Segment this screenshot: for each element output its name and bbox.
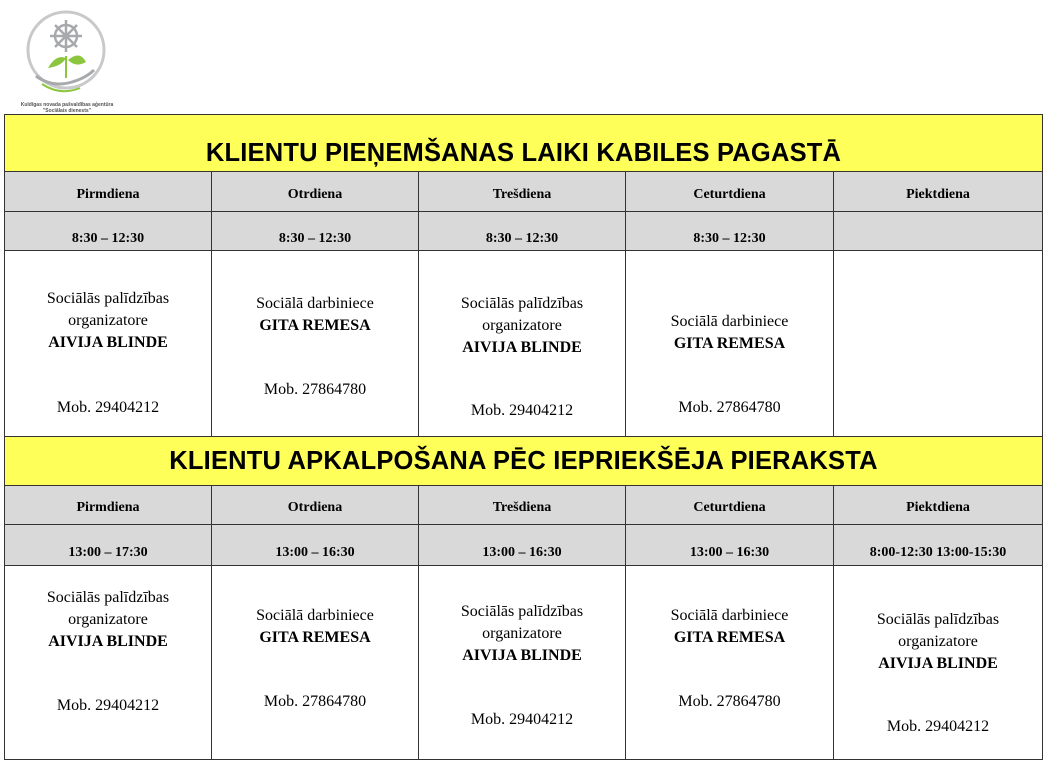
section1-time-fri (834, 212, 1043, 251)
staff-mobile: Mob. 29404212 (470, 711, 574, 728)
staff-role-line2: organizatore (482, 625, 562, 642)
logo-emblem-icon (22, 6, 112, 102)
staff-role: Sociālā darbiniece (256, 295, 374, 312)
section1-time-thu: 8:30 – 12:30 (626, 212, 834, 251)
staff-name: AIVIJA BLINDE (48, 334, 168, 351)
section2-day-fri: Piektdiena (834, 486, 1043, 525)
staff-role-line2: organizatore (68, 611, 148, 628)
logo-caption-agency: Kuldīgas novada pašvaldības aģentūra (20, 102, 114, 108)
section2-cell-wed (419, 566, 626, 760)
staff-role: Sociālā darbiniece (670, 607, 789, 624)
staff-role-line2: organizatore (482, 317, 562, 334)
section1-title: KLIENTU PIEŅEMŠANAS LAIKI KABILES PAGASTĀ (5, 115, 1043, 172)
staff-role: Sociālās palīdzības (46, 290, 170, 307)
staff-role: Sociālās palīdzības (460, 295, 584, 312)
schedule-table (4, 114, 1043, 760)
staff-role: Sociālā darbiniece (256, 607, 374, 624)
section2-time-wed: 13:00 – 16:30 (419, 525, 626, 566)
section1-day-tue: Otrdiena (212, 172, 419, 212)
section1-time-tue: 8:30 – 12:30 (212, 212, 419, 251)
section1-time-row (5, 212, 1043, 251)
section1-staff-row (5, 251, 1043, 437)
section1-day-wed: Trešdiena (419, 172, 626, 212)
section1-day-row (5, 172, 1043, 212)
logo (22, 6, 112, 114)
section2-day-wed: Trešdiena (419, 486, 626, 525)
section2-cell-mon (5, 566, 212, 760)
section1-cell-wed (419, 251, 626, 437)
section2-time-row (5, 525, 1043, 566)
logo-caption-service: "Sociālais dienests" (42, 108, 92, 114)
staff-name: GITA REMESA (259, 629, 371, 646)
staff-mobile: Mob. 29404212 (886, 718, 990, 735)
section1-cell-tue (212, 251, 419, 437)
staff-mobile: Mob. 27864780 (678, 399, 781, 416)
staff-mobile: Mob. 27864780 (678, 693, 781, 710)
section2-day-row (5, 486, 1043, 525)
section2-banner-row (5, 437, 1043, 486)
section2-time-fri: 8:00-12:30 13:00-15:30 (834, 525, 1043, 566)
section1-day-mon: Pirmdiena (5, 172, 212, 212)
staff-name: GITA REMESA (259, 317, 371, 334)
section1-cell-mon (5, 251, 212, 437)
staff-role: Sociālās palīdzības (460, 603, 584, 620)
section1-day-thu: Ceturtdiena (626, 172, 834, 212)
staff-mobile: Mob. 27864780 (263, 693, 367, 710)
staff-mobile: Mob. 27864780 (263, 381, 367, 398)
staff-role: Sociālās palīdzības (876, 611, 1000, 628)
section1-cell-fri-empty (834, 251, 1043, 437)
staff-name: GITA REMESA (673, 629, 786, 646)
staff-name: AIVIJA BLINDE (462, 339, 582, 356)
section2-time-thu: 13:00 – 16:30 (626, 525, 834, 566)
staff-role: Sociālās palīdzības (46, 589, 170, 606)
section1-cell-thu (626, 251, 834, 437)
section2-time-tue: 13:00 – 16:30 (212, 525, 419, 566)
section2-cell-tue (212, 566, 419, 760)
staff-name: AIVIJA BLINDE (878, 655, 998, 672)
staff-mobile: Mob. 29404212 (470, 402, 574, 419)
staff-name: GITA REMESA (673, 335, 786, 352)
section2-day-thu: Ceturtdiena (626, 486, 834, 525)
section2-day-mon: Pirmdiena (5, 486, 212, 525)
section2-cell-thu (626, 566, 834, 760)
staff-role-line2: organizatore (68, 312, 148, 329)
section1-time-wed: 8:30 – 12:30 (419, 212, 626, 251)
staff-name: AIVIJA BLINDE (48, 633, 168, 650)
staff-role: Sociālā darbiniece (670, 313, 789, 330)
section2-staff-row (5, 566, 1043, 760)
staff-name: AIVIJA BLINDE (462, 647, 582, 664)
section2-title: KLIENTU APKALPOŠANA PĒC IEPRIEKŠĒJA PIERAKSTA (5, 437, 1043, 486)
staff-role-line2: organizatore (898, 633, 978, 650)
staff-mobile: Mob. 29404212 (56, 697, 160, 714)
section1-day-fri: Piektdiena (834, 172, 1043, 212)
section2-time-mon: 13:00 – 17:30 (5, 525, 212, 566)
section1-time-mon: 8:30 – 12:30 (5, 212, 212, 251)
section2-cell-fri (834, 566, 1043, 760)
section1-banner-row (5, 115, 1043, 172)
staff-mobile: Mob. 29404212 (56, 399, 160, 416)
section2-day-tue: Otrdiena (212, 486, 419, 525)
